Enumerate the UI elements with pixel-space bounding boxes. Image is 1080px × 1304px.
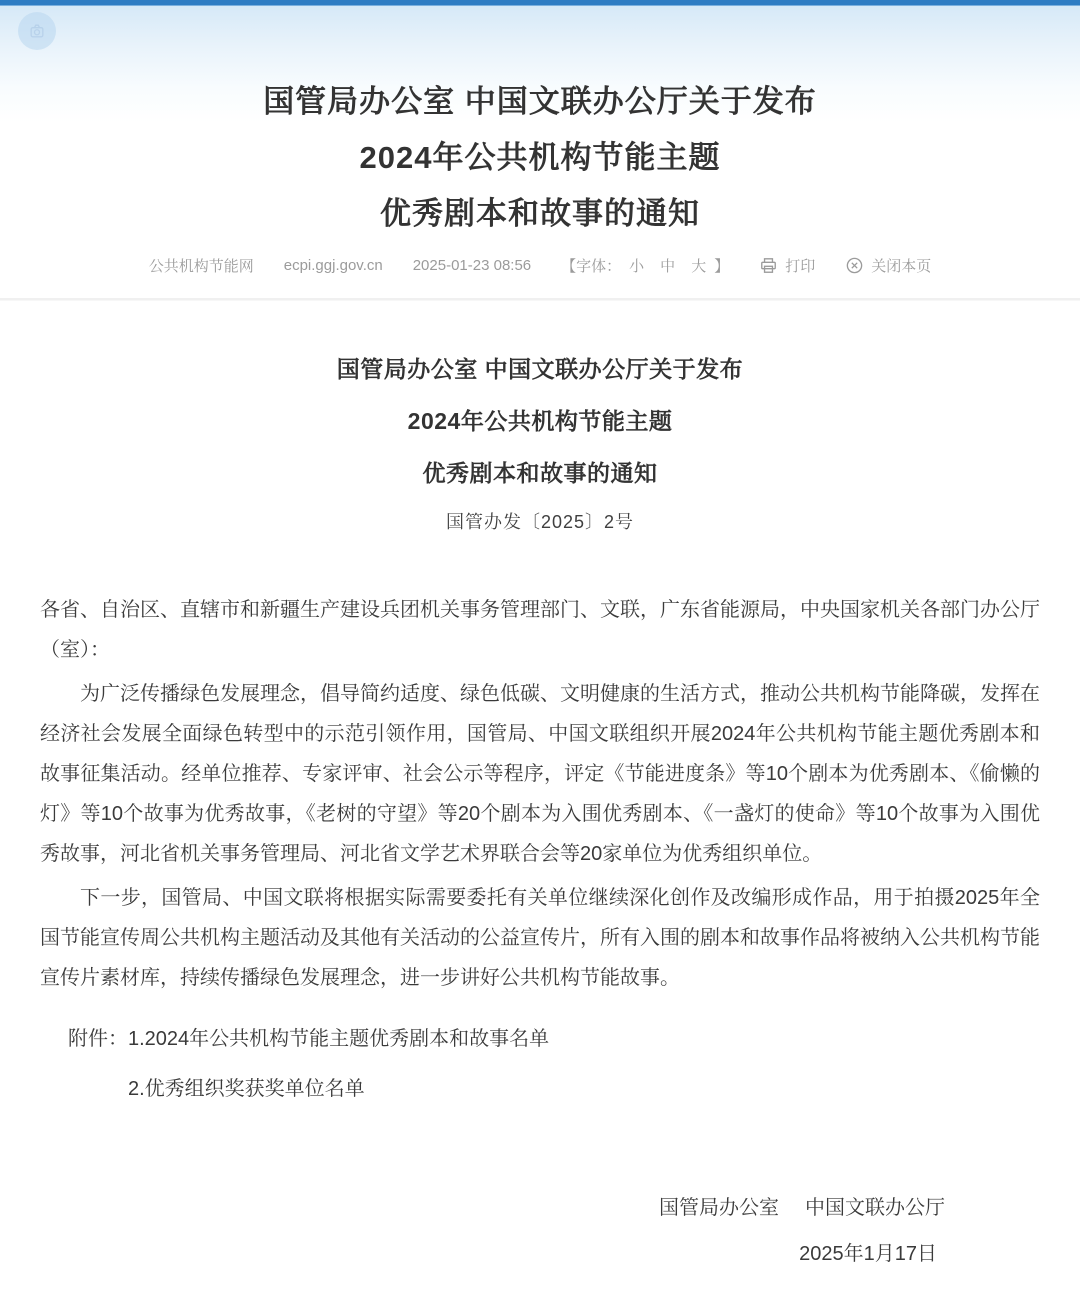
page-title-line-2: 2024年公共机构节能主题 (359, 140, 721, 175)
paragraph-body-2: 下一步，国管局、中国文联将根据实际需要委托有关单位继续深化创作及改编形成作品，用于拍摄2025年全国节能宣传周公共机构主题活动及其他有关活动的公益宣传片，所有入围的剧本和故事作品将被纳入公共机构节能宣传片素材库，持续传播绿色发展理念，进一步讲好公共机构节能故事。 (40, 887, 1040, 989)
font-label-close: 】 (714, 258, 730, 275)
attachments-section (40, 1014, 1040, 1114)
paragraph-addressees: 各省、自治区、直辖市和新疆生产建设兵团机关事务管理部门、文联，广东省能源局，中央国家机关各部门办公厅（室）： (40, 599, 1040, 661)
watermark-badge-icon (18, 12, 56, 50)
signature-date: 2025年1月17日 (799, 1243, 937, 1265)
article-title-line-3: 优秀剧本和故事的通知 (422, 460, 658, 486)
publish-time: 2025-01-23 08:56 (412, 257, 532, 274)
attachment-item-2: 2.优秀组织奖获奖单位名单 (128, 1078, 365, 1100)
close-page-button[interactable] (845, 255, 931, 276)
article-title-line-2: 2024年公共机构节能主题 (407, 408, 673, 434)
attachments-label: 附件： (68, 1028, 128, 1050)
attachment-item-1: 1.2024年公共机构节能主题优秀剧本和故事名单 (128, 1028, 550, 1050)
printer-icon (759, 256, 778, 275)
signer-right: 中国文联办公厅 (805, 1197, 945, 1219)
article-title-line-1: 国管局办公室 中国文联办公厅关于发布 (336, 356, 744, 382)
font-size-large-button[interactable]: 大 (691, 258, 707, 275)
paragraph-body-1: 为广泛传播绿色发展理念，倡导简约适度、绿色低碳、文明健康的生活方式，推动公共机构节能降碳，发挥在经济社会发展全面绿色转型中的示范引领作用，国管局、中国文联组织开展2024年公共机构节能主题优秀剧本和故事征集活动。经单位推荐、专家评审、社会公示等程序，评定《节能进度条》等10个剧本为优秀剧本、《偷懒的灯》等10个故事为优秀故事，《老树的守望》等20个剧本为入围优秀剧本、《一盏灯的使命》等10个故事为入围优秀故事，河北省机关事务管理局、河北省文学艺术界联合会等20家单位为优秀组织单位。 (40, 683, 1040, 865)
font-size-control (561, 255, 729, 276)
document-number: 国管办发〔2025〕2号 (445, 512, 635, 532)
close-circle-icon (845, 256, 864, 275)
signer-left: 国管局办公室 (659, 1197, 779, 1219)
article-body (0, 354, 1080, 1268)
font-size-medium-button[interactable]: 中 (660, 258, 676, 275)
print-label: 打印 (785, 258, 816, 275)
meta-bar (0, 255, 1080, 276)
print-button[interactable] (759, 255, 815, 276)
site-domain: ecpi.ggj.gov.cn (283, 257, 383, 274)
signature-block (40, 1194, 1040, 1222)
attachments-list (128, 1014, 549, 1114)
font-label-open: 【字体： (561, 258, 622, 275)
page-header (0, 6, 1080, 300)
page-title-line-1: 国管局办公室 中国文联办公厅关于发布 (263, 84, 817, 119)
close-label: 关闭本页 (871, 258, 932, 275)
page-title-line-3: 优秀剧本和故事的通知 (380, 196, 700, 231)
font-size-small-button[interactable]: 小 (629, 258, 645, 275)
page-title (0, 74, 1080, 242)
site-name: 公共机构节能网 (148, 258, 254, 275)
